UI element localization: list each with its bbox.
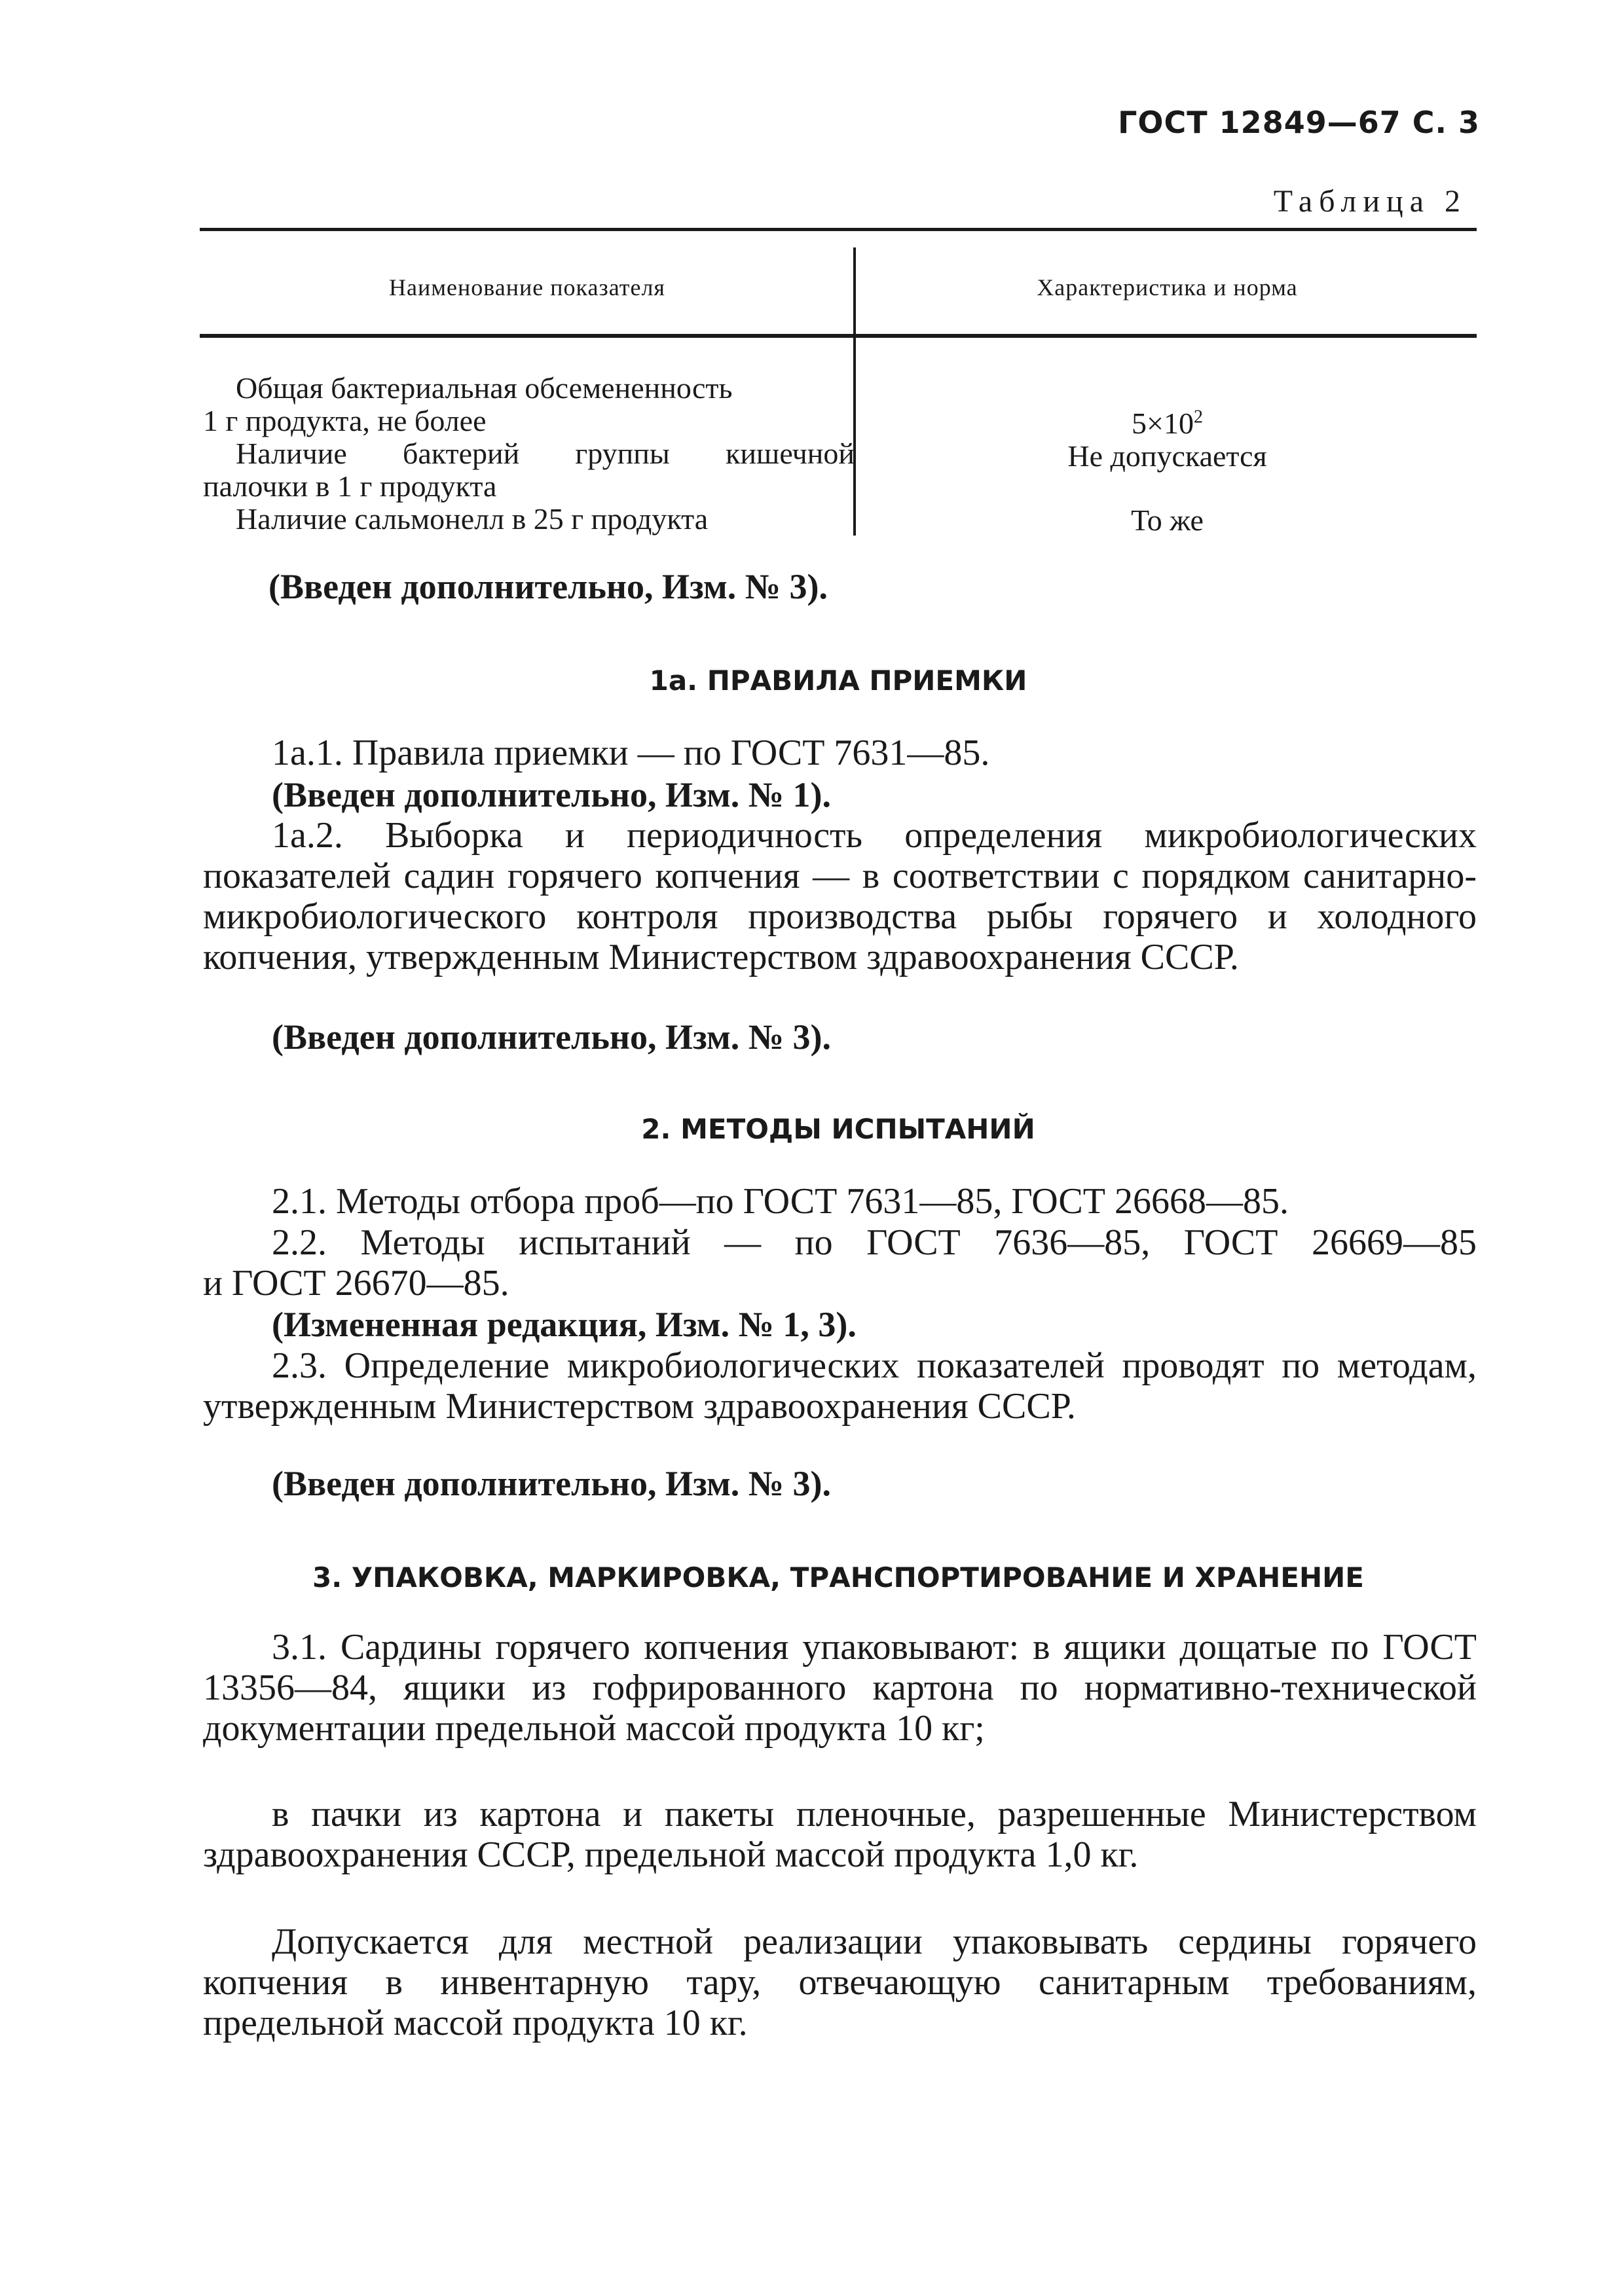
section-1a-paragraph-1: 1а.1. Правила приемки — по ГОСТ 7631—85. [272,733,990,773]
table-row-2-name-line-2: палочки в 1 г продукта [203,469,497,503]
table-row-1-value [858,406,1477,441]
table-row-1-value-exponent: 2 [1193,407,1203,428]
table-row-1-value-base: 5×10 [1132,407,1194,440]
column-header-name: Наименование показателя [389,274,665,301]
column-header-characteristic: Характеристика и норма [1037,274,1298,301]
table-row-2-value: Не допускается [1067,439,1267,473]
section-2-paragraph-1: 2.1. Методы отбора проб—по ГОСТ 7631—85, ГОСТ 26668—85. [272,1181,1289,1222]
section-3-paragraph-1: 3.1. Сардины горячего копчения упаковывают: в ящики дощатые по ГОСТ 13356—84, ящики из гофрированного картона по нормативно-технической документации предельной массой продукта 10 кг; [203,1627,1477,1749]
table-top-rule [200,228,1477,231]
table-amendment-note: (Введен дополнительно, Изм. № 3). [268,567,828,606]
table-caption: Таблица 2 [1273,184,1467,219]
section-3-paragraph-3: Допускается для местной реализации упаковывать сердины горячего копчения в инвентарную тару, отвечающую санитарным требованиям, предельной массой продукта 10 кг. [203,1922,1477,2043]
table-row-3-value: То же [1131,503,1204,537]
table-row-2-name-line-1: Наличие бактерий группы кишечной [236,437,855,470]
section-2-paragraph-2-line-2: и ГОСТ 26670—85. [203,1263,509,1303]
table-column-divider [853,247,856,536]
section-2-paragraph-3: 2.3. Определение микробиологических показателей проводят по методам, утвержденным Министерством здравоохранения СССР. [203,1345,1477,1427]
table-row-1-name-line-2: 1 г продукта, не более [203,404,487,437]
section-2-heading: 2. МЕТОДЫ ИСПЫТАНИЙ [641,1113,1035,1145]
section-1a-heading: 1а. ПРАВИЛА ПРИЕМКИ [649,665,1027,697]
section-3-heading: 3. УПАКОВКА, МАРКИРОВКА, ТРАНСПОРТИРОВАНИЕ И ХРАНЕНИЕ [312,1561,1364,1594]
table-header-rule [200,334,1477,338]
table-row-3-name-line-1: Наличие сальмонелл в 25 г продукта [236,502,709,536]
table-row-1-name-line-1: Общая бактериальная обсемененность [236,371,733,405]
section-1a-note-2: (Введен дополнительно, Изм. № 3). [272,1017,831,1057]
section-1a-paragraph-2: 1а.2. Выборка и периодичность определения микробиологических показателей садин горячего копчения — в соответствии с порядком санитарно-микробиологического контроля производства рыбы горячего и холодного копчения, утвержденным Министерством здравоохранения СССР. [203,815,1477,977]
section-2-paragraph-2-line-1: 2.2. Методы испытаний — по ГОСТ 7636—85, ГОСТ 26669—85 [272,1222,1477,1263]
section-2-note-1: (Измененная редакция, Изм. № 1, 3). [272,1305,857,1344]
section-2-note-2: (Введен дополнительно, Изм. № 3). [272,1464,831,1503]
running-header: ГОСТ 12849—67 С. 3 [1118,105,1480,140]
section-1a-note-1: (Введен дополнительно, Изм. № 1). [272,775,831,814]
section-3-paragraph-2: в пачки из картона и пакеты пленочные, разрешенные Министерством здравоохранения СССР, предельной массой продукта 1,0 кг. [203,1794,1477,1875]
